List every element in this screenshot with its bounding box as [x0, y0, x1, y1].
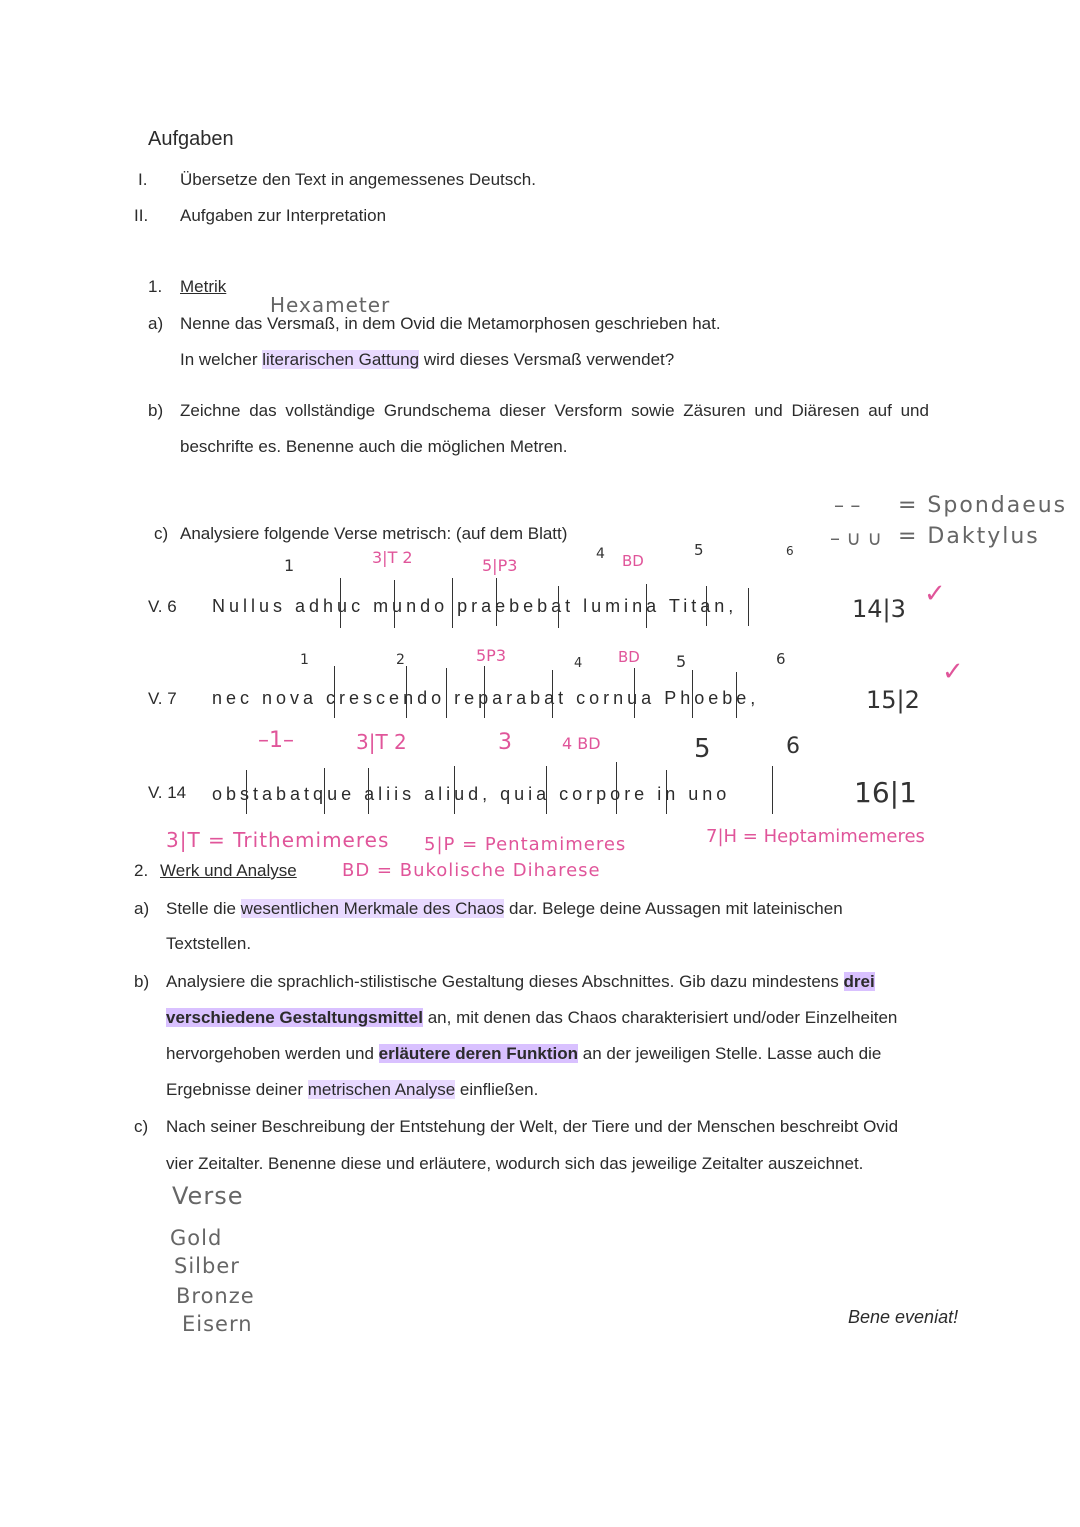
- foot-number: 5P3: [476, 646, 507, 665]
- question-b-line3: hervorgehoben werden und erläutere deren Funktion an der jeweiligen Stelle. Lasse auch die: [166, 1044, 882, 1063]
- foot-number: BD: [618, 648, 640, 666]
- check-mark-icon: ✓: [924, 578, 946, 608]
- verse-text: Nullus adhuc mundo praebebat lumina Titan,: [212, 596, 738, 616]
- question-b-line2: beschrifte es. Benenne auch die möglichen Metren.: [180, 437, 568, 456]
- foot-number: 1: [300, 652, 309, 668]
- foot-number: 5: [694, 734, 711, 764]
- question-a-line2: In welcher literarischen Gattung wird dieses Versmaß verwendet?: [180, 350, 675, 369]
- abbrev-trithemimeres: 3|T = Trithemimeres: [166, 828, 390, 852]
- foot-number: 5|P3: [482, 556, 518, 575]
- question-a-line1: Stelle die wesentlichen Merkmale des Chaos dar. Belege deine Aussagen mit lateinischen: [166, 899, 843, 918]
- closing-text: Bene eveniat!: [848, 1307, 959, 1327]
- foot-number: 4: [574, 656, 583, 671]
- abbrev-heptamimemeres: 7|H = Heptamimemeres: [706, 826, 925, 847]
- legend-spondeus-symbol: – –: [834, 493, 861, 517]
- section-number: 2.: [134, 861, 149, 880]
- handwritten-note: Eisern: [182, 1312, 253, 1336]
- legend-spondeus: = Spondaeus: [898, 493, 1068, 518]
- item-label: c): [134, 1117, 149, 1136]
- question-c-line1: Nach seiner Beschreibung der Entstehung der Welt, der Tiere und der Menschen beschreibt Ovid: [166, 1117, 899, 1136]
- foot-number: 4 BD: [562, 734, 601, 753]
- section-number: 1.: [148, 277, 163, 296]
- foot-number: 2: [396, 652, 405, 668]
- foot-number: 6: [776, 650, 786, 668]
- foot-number: 5: [676, 652, 687, 671]
- task-text: Aufgaben zur Interpretation: [180, 206, 387, 225]
- question-c-line: Analysiere folgende Verse metrisch: (auf dem Blatt): [180, 524, 568, 543]
- handwritten-note: Bronze: [176, 1284, 255, 1308]
- verse-result: 14|3: [852, 595, 906, 623]
- verse-text: nec nova crescendo reparabat cornua Phoebe,: [212, 688, 760, 708]
- foot-number: 3|T 2: [372, 548, 413, 567]
- item-label: b): [148, 401, 164, 420]
- verse-label: V. 7: [148, 689, 177, 708]
- question-b-line4: Ergebnisse deiner metrischen Analyse einfließen.: [166, 1080, 539, 1099]
- verse-result: 16|1: [854, 776, 917, 809]
- legend-daktylus-symbol: – ∪ ∪: [830, 526, 882, 550]
- foot-number: 6: [786, 734, 800, 759]
- handwritten-note: Gold: [170, 1226, 223, 1250]
- foot-number: 6: [786, 544, 794, 558]
- verse-text: obstabatque aliis aliud, quia corpore in uno: [212, 784, 731, 804]
- check-mark-icon: ✓: [942, 656, 964, 686]
- question-a-line1: Nenne das Versmaß, in dem Ovid die Metamorphosen geschrieben hat.: [180, 314, 721, 333]
- legend-daktylus: = Daktylus: [898, 524, 1040, 549]
- verse-result: 15|2: [866, 686, 920, 714]
- foot-number: 5: [694, 541, 704, 559]
- question-c-line2: vier Zeitalter. Benenne diese und erläutere, wodurch sich das jeweilige Zeitalter auszeichnet.: [166, 1154, 864, 1173]
- question-b-line1: Zeichne das vollständige Grundschema dieser Versform sowie Zäsuren und Diäresen auf und: [180, 401, 929, 420]
- verse-label: V. 6: [148, 597, 177, 616]
- verse-label: V. 14: [148, 783, 187, 802]
- task-number: II.: [134, 206, 149, 225]
- item-label: a): [134, 899, 150, 918]
- foot-number: BD: [622, 552, 644, 570]
- foot-number: 1: [284, 556, 295, 575]
- task-number: I.: [138, 170, 148, 189]
- handwritten-note: Verse: [172, 1182, 244, 1210]
- foot-number: 3|T 2: [356, 730, 407, 754]
- item-label: b): [134, 972, 150, 991]
- foot-number: –1–: [258, 728, 294, 753]
- handwritten-answer: Hexameter: [270, 293, 391, 317]
- question-a-line2: Textstellen.: [166, 934, 252, 953]
- section-title: Metrik: [180, 277, 227, 296]
- item-label: a): [148, 314, 164, 333]
- page-heading: Aufgaben: [148, 128, 234, 150]
- question-b-line2: verschiedene Gestaltungsmittel an, mit denen das Chaos charakterisiert und/oder Einzelheiten: [166, 1008, 898, 1027]
- foot-number: 4: [596, 546, 605, 562]
- question-b-line1: Analysiere die sprachlich-stilistische Gestaltung dieses Abschnittes. Gib dazu mindestens drei: [166, 972, 875, 991]
- task-text: Übersetze den Text in angemessenes Deutsch.: [180, 170, 536, 189]
- item-label: c): [154, 524, 169, 543]
- abbrev-pentamimeres: 5|P = Pentamimeres: [424, 834, 627, 855]
- section-title: Werk und Analyse: [160, 861, 297, 880]
- abbrev-bukolische-diharese: BD = Bukolische Diharese: [342, 860, 601, 881]
- foot-number: 3: [498, 730, 512, 755]
- handwritten-note: Silber: [174, 1254, 240, 1278]
